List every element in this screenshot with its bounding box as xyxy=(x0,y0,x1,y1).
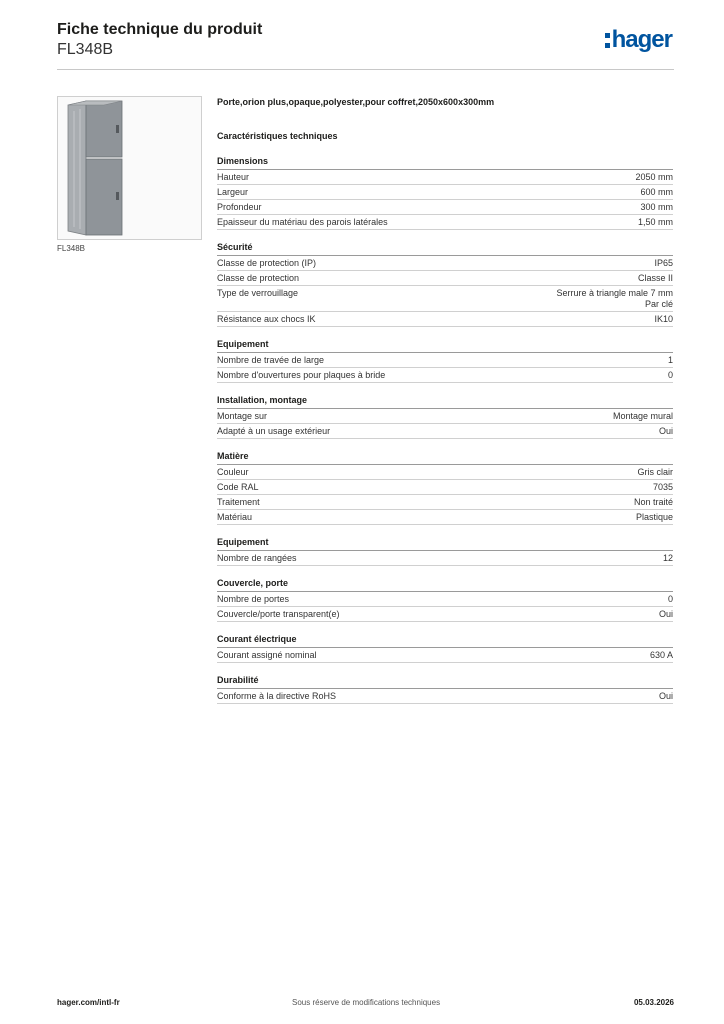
spec-value-line: Gris clair xyxy=(637,467,673,477)
image-caption: FL348B xyxy=(57,244,86,253)
spec-label: Nombre de portes xyxy=(217,594,290,604)
spec-value-line: 12 xyxy=(662,553,673,563)
spec-row xyxy=(217,409,673,424)
spec-value-line: Oui xyxy=(658,691,673,701)
spec-label: Profondeur xyxy=(217,202,262,212)
spec-row xyxy=(217,368,673,383)
logo-text: hager xyxy=(611,26,672,53)
spec-value xyxy=(640,187,673,198)
spec-label: Conforme à la directive RoHS xyxy=(217,691,337,701)
spec-value-line: 300 mm xyxy=(640,202,673,212)
spec-value-line: Montage mural xyxy=(612,411,673,421)
spec-value xyxy=(640,202,673,213)
spec-section xyxy=(217,242,673,327)
spec-row xyxy=(217,353,673,368)
spec-section xyxy=(217,395,673,439)
footer-notice: Sous réserve de modifications techniques xyxy=(292,998,441,1007)
spec-value-line: Serrure à triangle male 7 mm xyxy=(556,288,673,298)
spec-value xyxy=(638,217,673,228)
spec-value xyxy=(659,691,673,702)
section-title: Couvercle, porte xyxy=(217,578,673,592)
spec-label: Résistance aux chocs IK xyxy=(217,314,316,324)
spec-value xyxy=(636,512,673,523)
spec-label: Nombre de rangées xyxy=(217,553,297,563)
spec-value xyxy=(654,314,673,325)
spec-section xyxy=(217,339,673,383)
spec-value-line: 0 xyxy=(667,370,673,380)
section-title: Dimensions xyxy=(217,156,673,170)
spec-section xyxy=(217,156,673,230)
spec-row xyxy=(217,480,673,495)
product-image xyxy=(57,96,202,240)
cabinet-door-icon xyxy=(58,97,201,239)
tech-heading: Caractéristiques techniques xyxy=(217,131,338,141)
spec-value xyxy=(556,288,673,310)
spec-section xyxy=(217,537,673,566)
section-title: Installation, montage xyxy=(217,395,673,409)
spec-label: Code RAL xyxy=(217,482,259,492)
spec-label: Nombre de travée de large xyxy=(217,355,325,365)
spec-row xyxy=(217,185,673,200)
spec-value xyxy=(668,370,673,381)
spec-sections xyxy=(217,156,673,704)
spec-value-line: 630 A xyxy=(649,650,673,660)
spec-label: Nombre d'ouvertures pour plaques à bride xyxy=(217,370,386,380)
section-title: Matière xyxy=(217,451,673,465)
spec-row xyxy=(217,200,673,215)
spec-row xyxy=(217,592,673,607)
spec-value xyxy=(613,411,673,422)
section-title: Equipement xyxy=(217,537,673,551)
spec-row xyxy=(217,465,673,480)
spec-label: Epaisseur du matériau des parois latérales xyxy=(217,217,388,227)
spec-label: Largeur xyxy=(217,187,249,197)
spec-label: Couvercle/porte transparent(e) xyxy=(217,609,340,619)
spec-row xyxy=(217,170,673,185)
spec-section xyxy=(217,578,673,622)
spec-value-line: Oui xyxy=(658,609,673,619)
spec-value xyxy=(650,650,673,661)
spec-row xyxy=(217,312,673,327)
spec-value-line: 1,50 mm xyxy=(637,217,673,227)
spec-value xyxy=(654,258,673,269)
spec-row xyxy=(217,495,673,510)
spec-row xyxy=(217,215,673,230)
document-title: Fiche technique du produit xyxy=(57,21,263,38)
product-description: Porte,orion plus,opaque,polyester,pour coffret,2050x600x300mm xyxy=(217,97,495,107)
footer-date: 05.03.2026 xyxy=(633,998,674,1007)
spec-row xyxy=(217,551,673,566)
product-reference: FL348B xyxy=(57,41,114,58)
page-header xyxy=(57,20,674,70)
spec-value xyxy=(659,426,673,437)
spec-label: Adapté à un usage extérieur xyxy=(217,426,331,436)
spec-row xyxy=(217,510,673,525)
spec-value xyxy=(638,467,674,478)
spec-value xyxy=(659,609,673,620)
spec-row xyxy=(217,256,673,271)
spec-value-line: Oui xyxy=(658,426,673,436)
hager-logo xyxy=(605,28,672,52)
spec-row xyxy=(217,271,673,286)
spec-content xyxy=(217,96,673,704)
spec-value-line: Par clé xyxy=(644,299,673,309)
spec-value-line: IK10 xyxy=(654,314,673,324)
spec-row xyxy=(217,648,673,663)
page-footer xyxy=(57,998,674,1010)
spec-section xyxy=(217,634,673,663)
footer-website: hager.com/intl-fr xyxy=(57,998,120,1007)
spec-label: Type de verrouillage xyxy=(217,288,299,298)
logo-colon-icon xyxy=(605,33,610,48)
spec-value xyxy=(638,273,673,284)
spec-value-line: IP65 xyxy=(654,258,673,268)
spec-row xyxy=(217,424,673,439)
spec-value xyxy=(668,594,673,605)
spec-value-line: Non traité xyxy=(633,497,673,507)
spec-value xyxy=(668,355,673,366)
section-title: Courant électrique xyxy=(217,634,673,648)
section-title: Equipement xyxy=(217,339,673,353)
spec-value-line: 1 xyxy=(667,355,673,365)
spec-label: Courant assigné nominal xyxy=(217,650,317,660)
spec-label: Traitement xyxy=(217,497,260,507)
spec-section xyxy=(217,451,673,525)
spec-label: Couleur xyxy=(217,467,249,477)
spec-label: Hauteur xyxy=(217,172,250,182)
section-title: Sécurité xyxy=(217,242,673,256)
spec-value-line: 0 xyxy=(667,594,673,604)
spec-value-line: Plastique xyxy=(635,512,673,522)
spec-value xyxy=(634,497,673,508)
spec-row xyxy=(217,286,673,312)
spec-value-line: 2050 mm xyxy=(635,172,673,182)
spec-value-line: Classe II xyxy=(637,273,673,283)
spec-value xyxy=(663,553,673,564)
spec-label: Classe de protection xyxy=(217,273,300,283)
spec-label: Matériau xyxy=(217,512,253,522)
spec-value xyxy=(653,482,673,493)
spec-section xyxy=(217,675,673,704)
spec-row xyxy=(217,689,673,704)
section-title: Durabilité xyxy=(217,675,673,689)
spec-row xyxy=(217,607,673,622)
spec-label: Montage sur xyxy=(217,411,268,421)
spec-label: Classe de protection (IP) xyxy=(217,258,317,268)
spec-value-line: 600 mm xyxy=(640,187,673,197)
spec-value xyxy=(635,172,673,183)
spec-value-line: 7035 xyxy=(652,482,673,492)
